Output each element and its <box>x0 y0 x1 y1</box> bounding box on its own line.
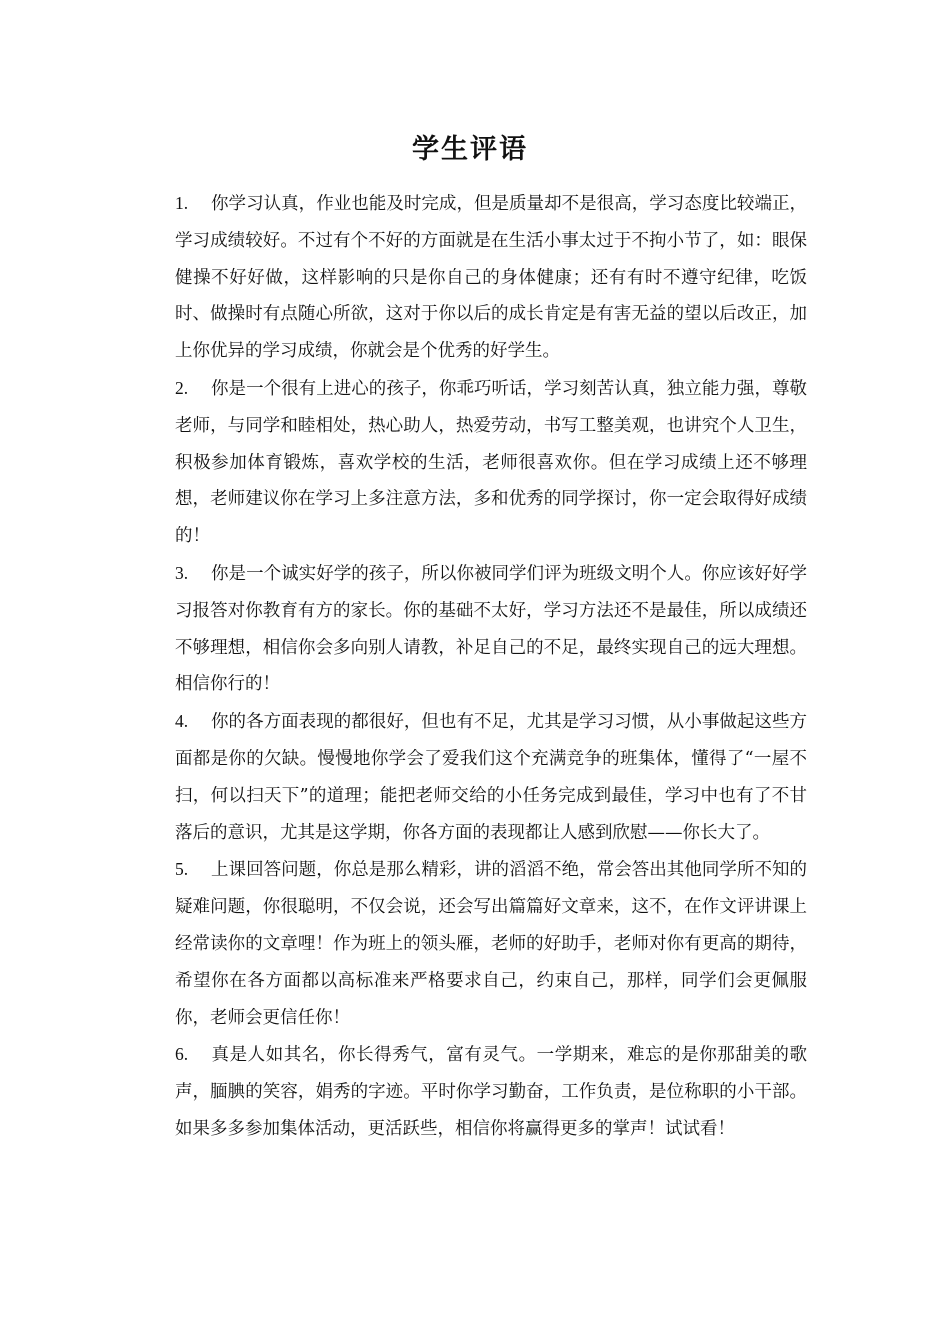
comment-text: 真是人如其名，你长得秀气，富有灵气。一学期来，难忘的是你那甜美的歌声，腼腆的笑容，娟秀的字迹。平时你学习勤奋，工作负责，是位称职的小干部。如果多多参加集体活动，更活跃些，相信你将赢得更多的掌声！试试看！ <box>175 1045 807 1139</box>
comment-text: 你学习认真，作业也能及时完成，但是质量却不是很高，学习态度比较端正，学习成绩较好。不过有个不好的方面就是在生活小事太过于不拘小节了，如：眼保健操不好好做，这样影响的只是你自己的身体健康；还有有时不遵守纪律，吃饭时、做操时有点随心所欲，这对于你以后的成长肯定是有害无益的望以后改正，加上你优异的学习成绩，你就会是个优秀的好学生。 <box>175 194 807 362</box>
comment-item <box>175 1036 807 1147</box>
comment-number: 1. <box>175 193 189 213</box>
comment-item <box>175 851 807 1036</box>
comment-item <box>175 555 807 703</box>
comment-list <box>175 185 807 1148</box>
comment-text: 你是一个很有上进心的孩子，你乖巧听话，学习刻苦认真，独立能力强，尊敬老师，与同学和睦相处，热心助人，热爱劳动，书写工整美观，也讲究个人卫生，积极参加体育锻炼，喜欢学校的生活，老师很喜欢你。但在学习成绩上还不够理想，老师建议你在学习上多注意方法，多和优秀的同学探讨，你一定会取得好成绩的！ <box>175 378 807 547</box>
comment-item <box>175 185 807 370</box>
page-title: 学生评语 <box>412 134 528 165</box>
comment-text: 上课回答问题，你总是那么精彩，讲的滔滔不绝，常会答出其他同学所不知的疑难问题，你很聪明，不仅会说，还会写出篇篇好文章来，这不，在作文评讲课上经常读你的文章哩！作为班上的领头雁，老师的好助手，老师对你有更高的期待，希望你在各方面都以高标准来严格要求自己，约束自己，那样，同学们会更佩服你，老师会更信任你！ <box>175 860 807 1028</box>
comment-number: 2. <box>175 377 189 398</box>
comment-text: 你的各方面表现的都很好，但也有不足，尤其是学习习惯，从小事做起这些方面都是你的欠缺。慢慢地你学会了爱我们这个充满竞争的班集体，懂得了“一屋不扫，何以扫天下”的道理；能把老师交给的小任务完成到最佳，学习中也有了不甘落后的意识，尤其是这学期，你各方面的表现都让人感到欣慰——你长大了。 <box>175 712 807 843</box>
comment-item <box>175 370 807 555</box>
comment-text: 你是一个诚实好学的孩子，所以你被同学们评为班级文明个人。你应该好好学习报答对你教育有方的家长。你的基础不太好，学习方法还不是最佳，所以成绩还不够理想，相信你会多向别人请教，补足自己的不足，最终实现自己的远大理想。相信你行的！ <box>175 563 807 695</box>
comment-number: 5. <box>175 859 189 880</box>
comment-number: 6. <box>175 1044 189 1065</box>
comment-number: 3. <box>175 562 189 583</box>
comment-item <box>175 703 807 851</box>
comment-number: 4. <box>175 711 189 732</box>
